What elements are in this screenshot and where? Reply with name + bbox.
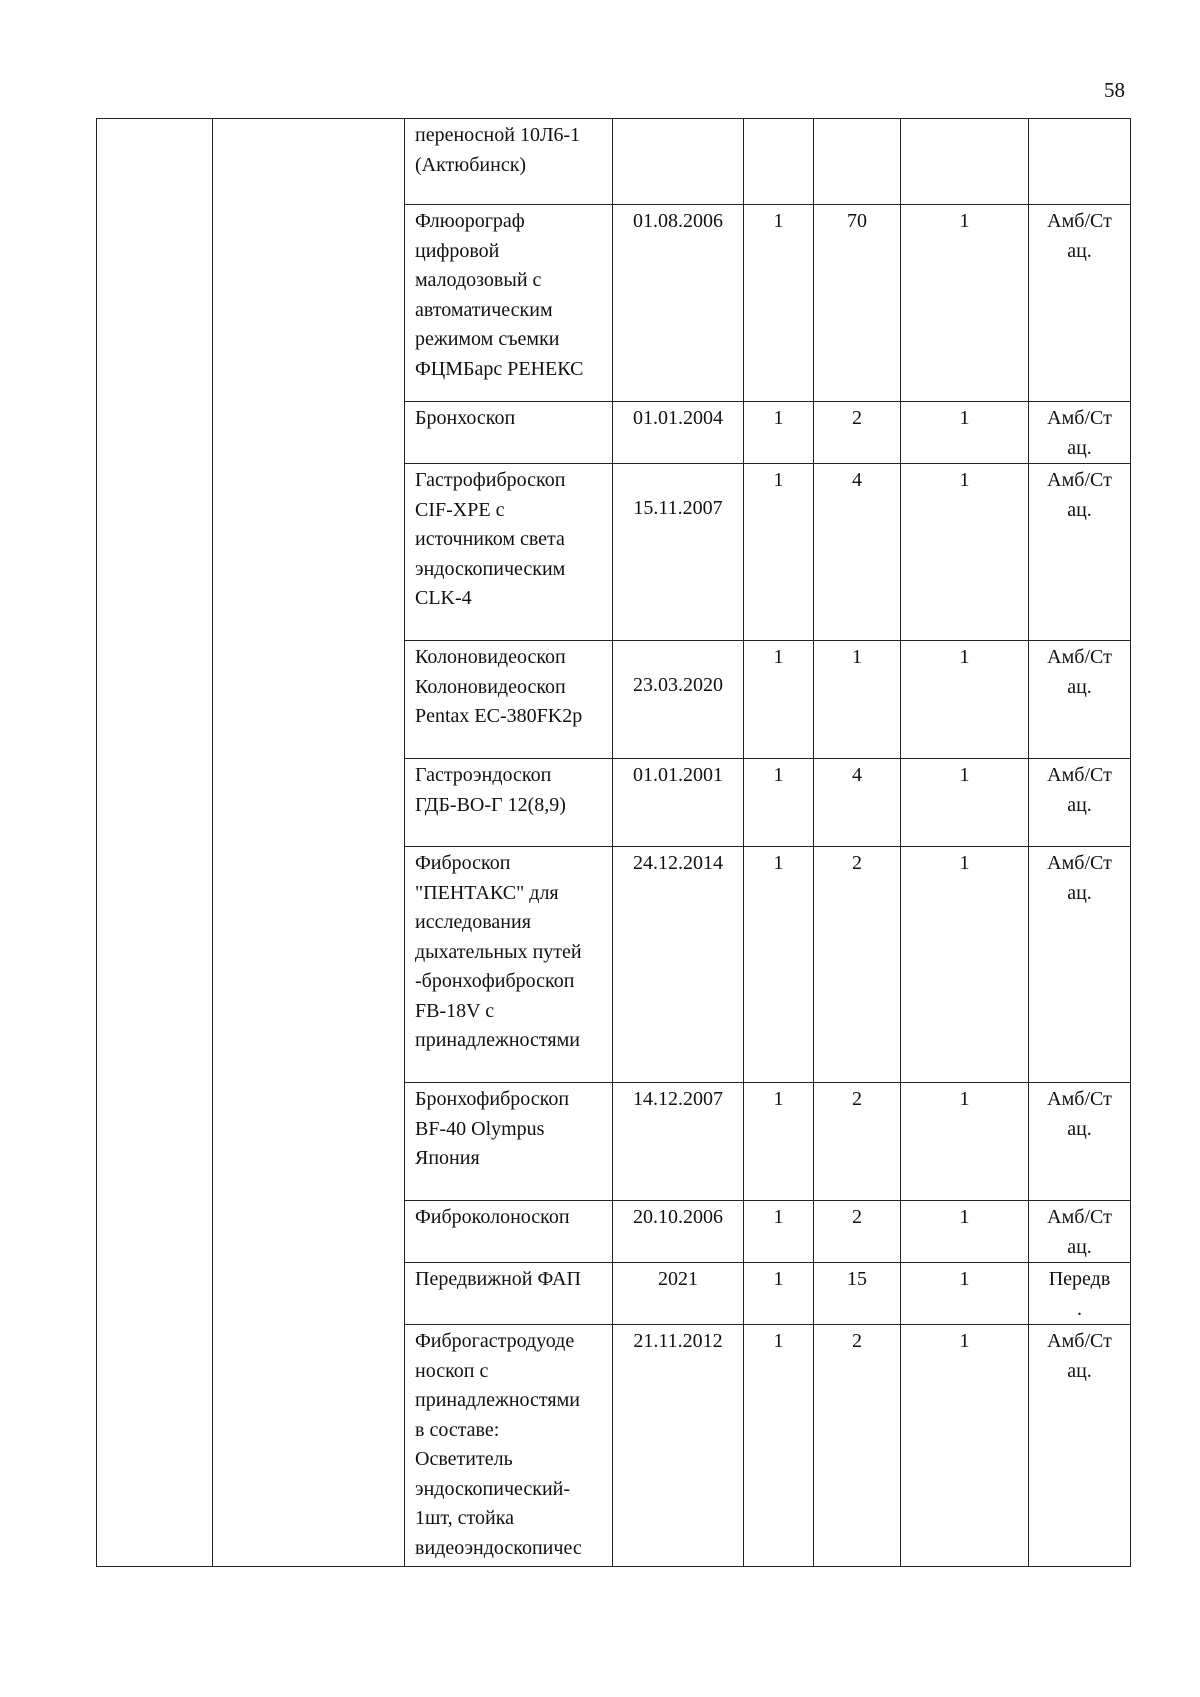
empty-cell (213, 1325, 405, 1567)
empty-cell (213, 759, 405, 847)
equipment-name-cell: Бронхофиброскоп BF-40 Olympus Япония (405, 1083, 613, 1201)
usage-type-cell: Амб/Ст ац. (1029, 1325, 1131, 1567)
empty-cell (97, 1083, 213, 1201)
count-cell: 1 (901, 205, 1029, 402)
quantity-cell: 1 (744, 847, 814, 1083)
wear-cell: 2 (814, 1201, 901, 1263)
wear-cell (814, 119, 901, 205)
usage-type-cell: Амб/Ст ац. (1029, 402, 1131, 464)
quantity-cell: 1 (744, 464, 814, 641)
quantity-cell: 1 (744, 1263, 814, 1325)
empty-cell (97, 402, 213, 464)
equipment-name-cell: Бронхоскоп (405, 402, 613, 464)
empty-cell (213, 119, 405, 205)
wear-cell: 15 (814, 1263, 901, 1325)
count-cell: 1 (901, 1263, 1029, 1325)
date-cell: 2021 (613, 1263, 744, 1325)
equipment-name-cell: Колоновидеоскоп Колоновидеоскоп Pentax EC-380FK2p (405, 641, 613, 759)
wear-cell: 4 (814, 759, 901, 847)
empty-cell (97, 119, 213, 205)
date-cell (613, 119, 744, 205)
quantity-cell: 1 (744, 759, 814, 847)
quantity-cell: 1 (744, 205, 814, 402)
date-cell: 24.12.2014 (613, 847, 744, 1083)
count-cell: 1 (901, 1201, 1029, 1263)
wear-cell: 2 (814, 1325, 901, 1567)
table-row (97, 402, 1131, 464)
quantity-cell (744, 119, 814, 205)
wear-cell: 4 (814, 464, 901, 641)
count-cell: 1 (901, 1325, 1029, 1567)
usage-type-cell: Амб/Ст ац. (1029, 759, 1131, 847)
count-cell: 1 (901, 641, 1029, 759)
count-cell: 1 (901, 847, 1029, 1083)
table-row (97, 759, 1131, 847)
equipment-table-body (97, 119, 1131, 1567)
usage-type-cell: Передв . (1029, 1263, 1131, 1325)
usage-type-cell: Амб/Ст ац. (1029, 641, 1131, 759)
empty-cell (97, 641, 213, 759)
count-cell: 1 (901, 402, 1029, 464)
empty-cell (97, 759, 213, 847)
count-cell: 1 (901, 1083, 1029, 1201)
quantity-cell: 1 (744, 402, 814, 464)
empty-cell (97, 205, 213, 402)
empty-cell (213, 1083, 405, 1201)
equipment-name-cell: Гастрофиброскоп CIF-XPE с источником света эндоскопическим CLK-4 (405, 464, 613, 641)
equipment-name-cell: Флюорограф цифровой малодозовый с автоматическим режимом съемки ФЦМБарс РЕНЕКС (405, 205, 613, 402)
count-cell: 1 (901, 464, 1029, 641)
empty-cell (97, 1325, 213, 1567)
empty-cell (97, 1201, 213, 1263)
quantity-cell: 1 (744, 1083, 814, 1201)
empty-cell (213, 847, 405, 1083)
usage-type-cell: Амб/Ст ац. (1029, 205, 1131, 402)
table-row (97, 1201, 1131, 1263)
quantity-cell: 1 (744, 1325, 814, 1567)
date-cell: 21.11.2012 (613, 1325, 744, 1567)
empty-cell (213, 464, 405, 641)
usage-type-cell: Амб/Ст ац. (1029, 1083, 1131, 1201)
count-cell: 1 (901, 759, 1029, 847)
equipment-name-cell: Фиброгастродуоде носкоп с принадлежностями в составе: Осветитель эндоскопический- 1шт, стойка видеоэндоскопичес (405, 1325, 613, 1567)
table-row (97, 205, 1131, 402)
table-row (97, 847, 1131, 1083)
empty-cell (213, 1263, 405, 1325)
table-row (97, 464, 1131, 641)
table-row (97, 641, 1131, 759)
empty-cell (213, 402, 405, 464)
wear-cell: 2 (814, 402, 901, 464)
table-row (97, 1325, 1131, 1567)
empty-cell (97, 1263, 213, 1325)
usage-type-cell: Амб/Ст ац. (1029, 464, 1131, 641)
page-number: 58 (1104, 78, 1125, 102)
date-cell: 14.12.2007 (613, 1083, 744, 1201)
empty-cell (213, 205, 405, 402)
equipment-name-cell: Фиброколоноскоп (405, 1201, 613, 1263)
equipment-name-cell: Гастроэндоскоп ГДБ-ВО-Г 12(8,9) (405, 759, 613, 847)
equipment-table (96, 118, 1131, 1567)
table-row (97, 119, 1131, 205)
equipment-name-cell: Передвижной ФАП (405, 1263, 613, 1325)
empty-cell (97, 464, 213, 641)
wear-cell: 2 (814, 847, 901, 1083)
table-row (97, 1263, 1131, 1325)
wear-cell: 1 (814, 641, 901, 759)
date-cell: 01.08.2006 (613, 205, 744, 402)
date-cell: 20.10.2006 (613, 1201, 744, 1263)
equipment-name-cell: Фиброскоп "ПЕНТАКС" для исследования дыхательных путей -бронхофиброскоп FB-18V с принадлежностями (405, 847, 613, 1083)
date-cell: 01.01.2004 (613, 402, 744, 464)
empty-cell (213, 1201, 405, 1263)
usage-type-cell: Амб/Ст ац. (1029, 847, 1131, 1083)
usage-type-cell: Амб/Ст ац. (1029, 1201, 1131, 1263)
date-cell: 15.11.2007 (613, 464, 744, 641)
wear-cell: 70 (814, 205, 901, 402)
count-cell (901, 119, 1029, 205)
quantity-cell: 1 (744, 1201, 814, 1263)
date-cell: 01.01.2001 (613, 759, 744, 847)
equipment-name-cell: переносной 10Л6-1 (Актюбинск) (405, 119, 613, 205)
usage-type-cell (1029, 119, 1131, 205)
table-row (97, 1083, 1131, 1201)
quantity-cell: 1 (744, 641, 814, 759)
empty-cell (97, 847, 213, 1083)
empty-cell (213, 641, 405, 759)
wear-cell: 2 (814, 1083, 901, 1201)
date-cell: 23.03.2020 (613, 641, 744, 759)
